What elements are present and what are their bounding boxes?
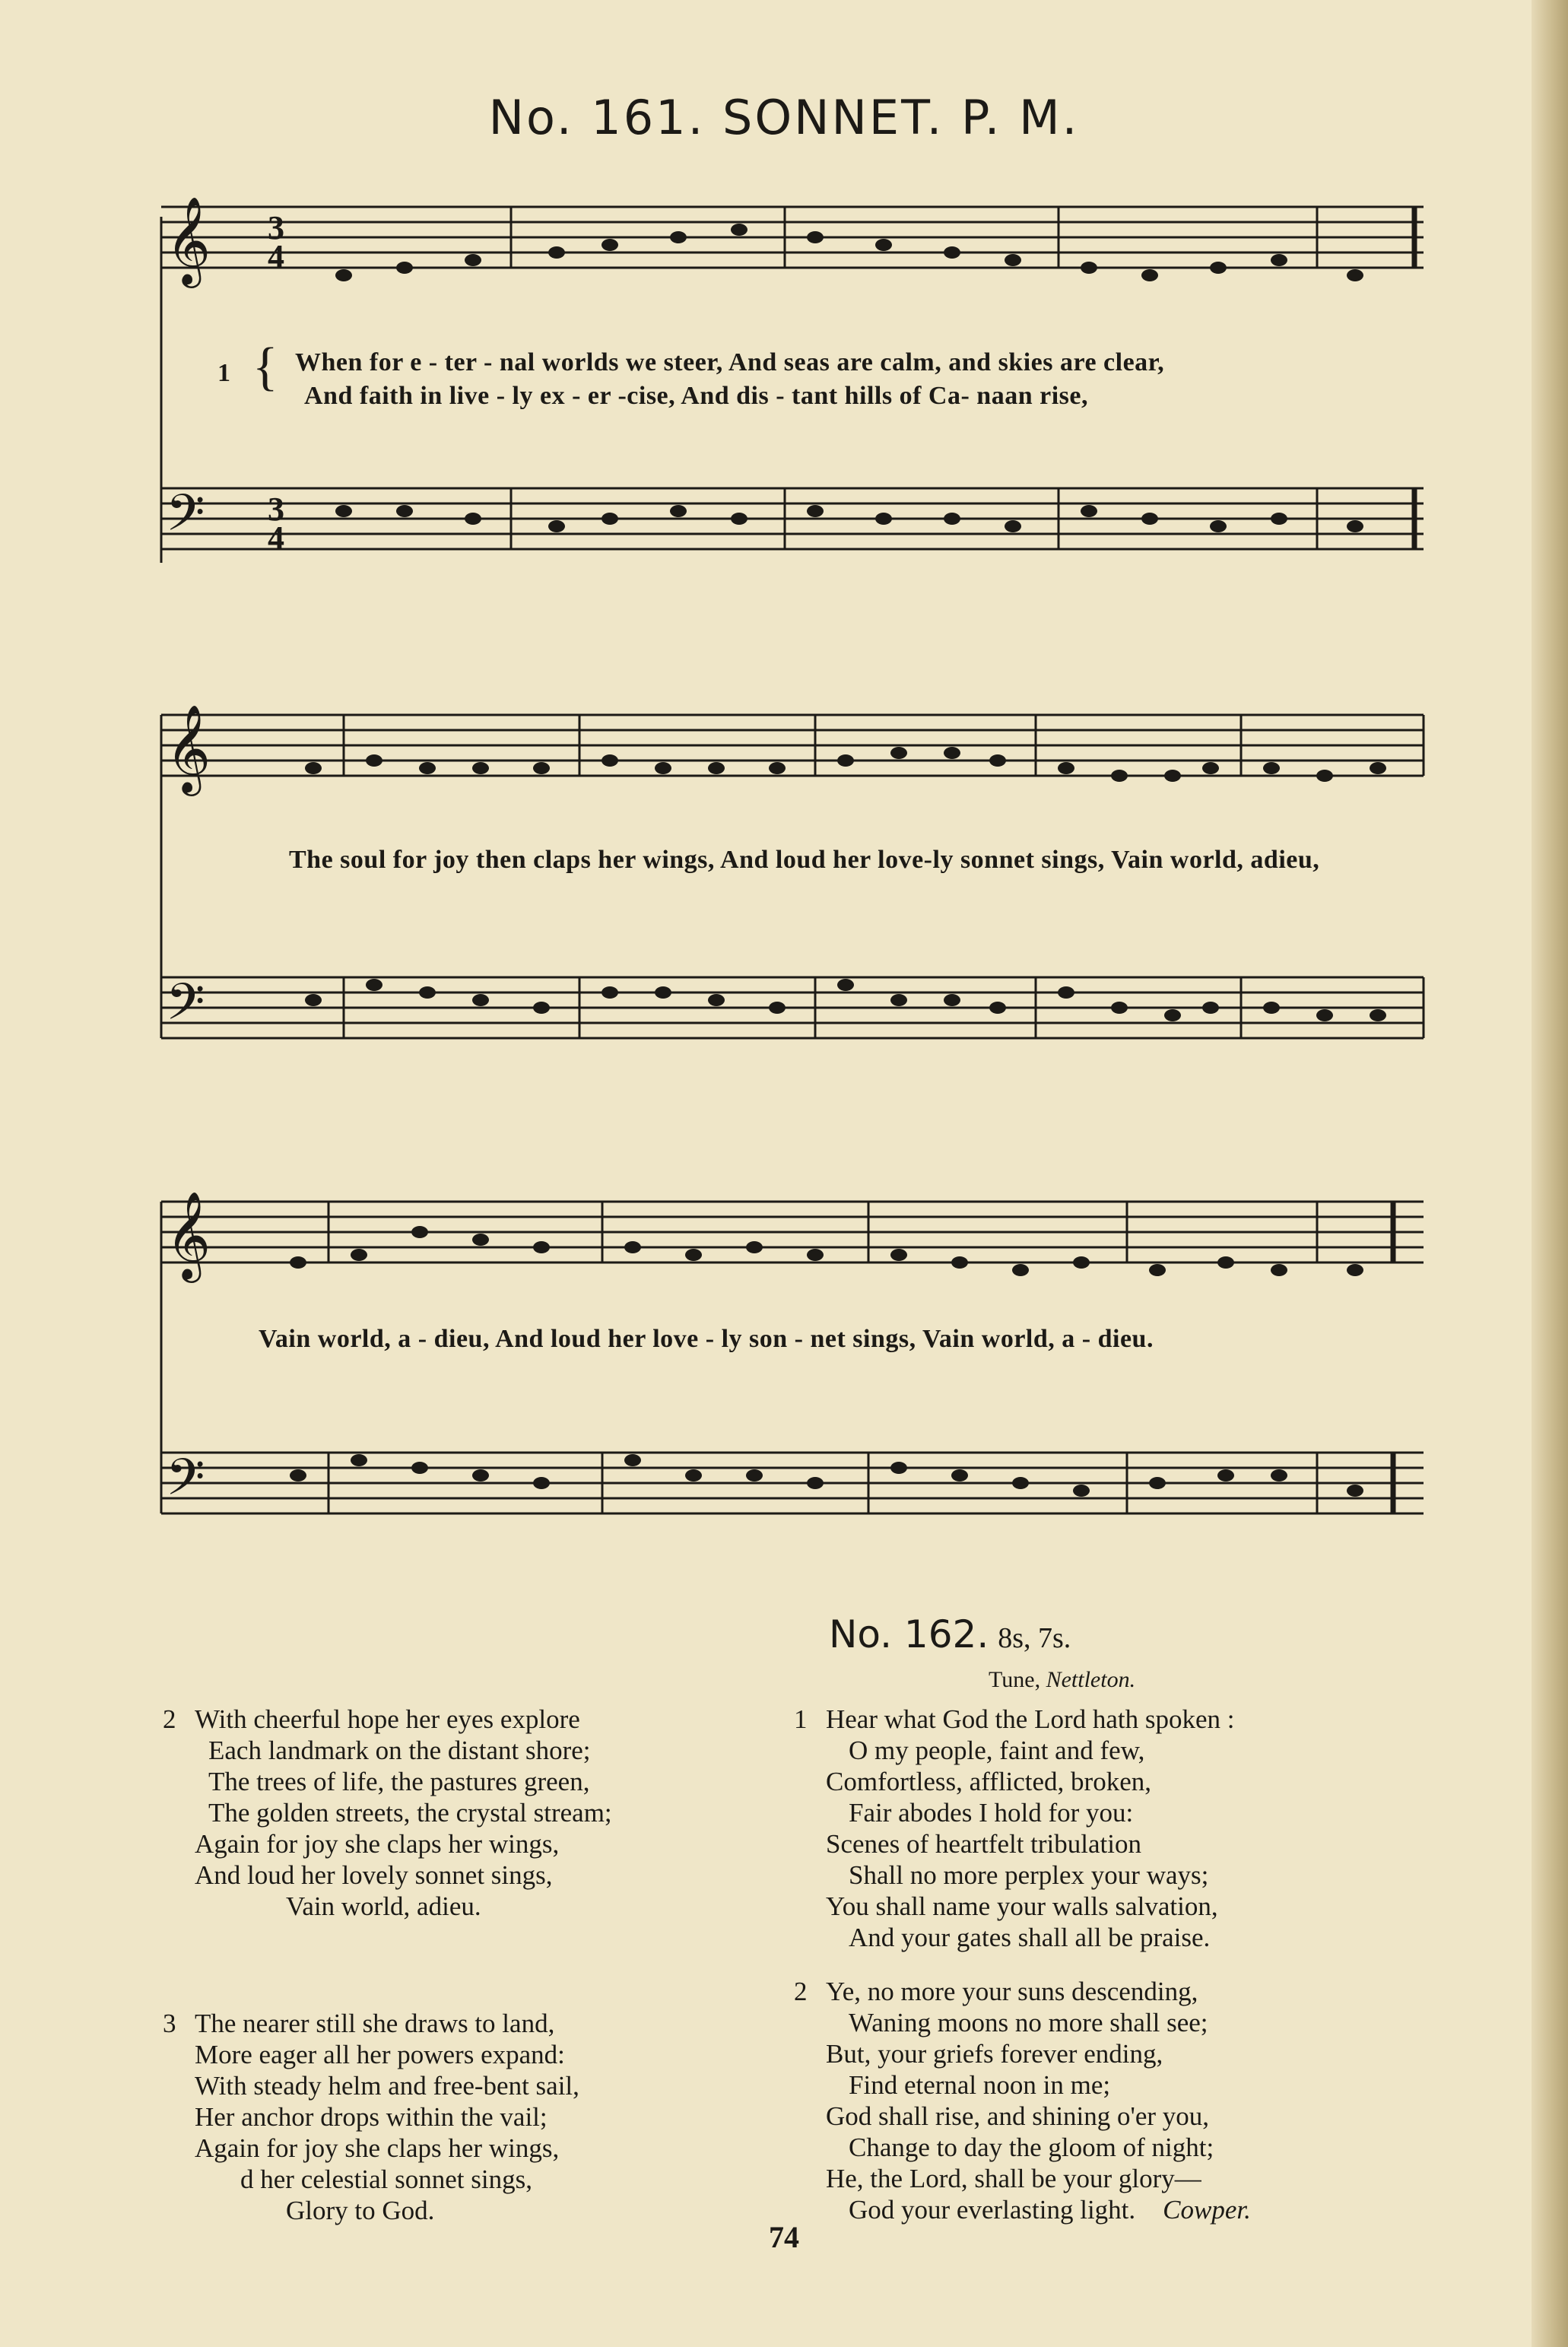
svg-text:3: 3: [268, 491, 284, 528]
page-edge: [1531, 0, 1568, 2347]
tune-label: Tune,: [989, 1667, 1041, 1692]
hymn-161-title: No. 161. SONNET. P. M.: [488, 90, 1080, 145]
stanza-line: The golden streets, the crystal stream;: [208, 1798, 612, 1828]
page-number: 74: [769, 2220, 799, 2254]
hymn-162-heading: [829, 1612, 1071, 1656]
stanza-line: But, your griefs forever ending,: [826, 2039, 1163, 2069]
stanza-line: Waning moons no more shall see;: [849, 2008, 1208, 2037]
staff-group-3: [161, 1156, 1424, 1582]
svg-text:𝄞: 𝄞: [166, 195, 211, 284]
staff-group-1: [161, 183, 1424, 578]
hymn-162-number: No. 162.: [829, 1612, 989, 1656]
hymn-162-stanza-2: [794, 1976, 1251, 2225]
stanza-line: Again for joy she claps her wings,: [195, 1829, 560, 1859]
stanza-number: 3: [163, 2009, 176, 2038]
stanza-line: You shall name your walls salvation,: [826, 1891, 1218, 1921]
hymn-162-stanza-1: [794, 1704, 1235, 1953]
stanza-number: 2: [163, 1704, 176, 1734]
stanza-line: With steady helm and free-bent sail,: [195, 2071, 579, 2101]
stanza-line: He, the Lord, shall be your glory—: [826, 2164, 1201, 2193]
music-system-1: [161, 183, 1424, 578]
stanza-line: God shall rise, and shining o'er you,: [826, 2101, 1210, 2131]
stanza-number: 2: [794, 1977, 808, 2006]
stanza-line: Fair abodes I hold for you:: [849, 1798, 1134, 1828]
stanza-line: More eager all her powers expand:: [195, 2040, 565, 2069]
hymn-161-stanza-3: [163, 2008, 579, 2226]
stanza-line: Comfortless, afflicted, broken,: [826, 1767, 1151, 1796]
stanza-line: Ye, no more your suns descending,: [826, 1977, 1198, 2006]
svg-text:𝄞: 𝄞: [166, 703, 211, 792]
verse-number: 1: [217, 359, 230, 387]
svg-text:4: 4: [268, 238, 284, 275]
stanza-line: Again for joy she claps her wings,: [195, 2133, 560, 2163]
stanza-line: Glory to God.: [286, 2196, 435, 2225]
lyric-line-2: And faith in live - ly ex - er -cise, And dis - tant hills of Ca- naan rise,: [304, 382, 1088, 410]
music-system-2: [161, 684, 1424, 1080]
stanza-line: And loud her lovely sonnet sings,: [195, 1860, 553, 1890]
stanza-line: Vain world, adieu.: [286, 1891, 481, 1921]
tune-name: Nettleton.: [1046, 1667, 1136, 1692]
stanza-line: Each landmark on the distant shore;: [208, 1736, 591, 1765]
stanza-line: Her anchor drops within the vail;: [195, 2102, 548, 2132]
verse-brace: {: [252, 338, 278, 396]
stanza-line: Hear what God the Lord hath spoken :: [826, 1704, 1235, 1734]
stanza-line: Find eternal noon in me;: [849, 2070, 1111, 2100]
stanza-line: Shall no more perplex your ways;: [849, 1860, 1209, 1890]
svg-text:3: 3: [268, 209, 284, 246]
lyric-line-1: When for e - ter - nal worlds we steer, And seas are calm, and skies are clear,: [295, 348, 1165, 376]
stanza-line: Scenes of heartfelt tribulation: [826, 1829, 1141, 1859]
stanza-line: d her celestial sonnet sings,: [240, 2164, 532, 2194]
stanza-line: And your gates shall all be praise.: [849, 1923, 1211, 1952]
stanza-number: 1: [794, 1704, 808, 1734]
stanza-line: O my people, faint and few,: [849, 1736, 1145, 1765]
stanza-line-text: God your everlasting light.: [849, 2195, 1136, 2225]
stanza-line: The nearer still she draws to land,: [195, 2009, 555, 2038]
stanza-line: The trees of life, the pastures green,: [208, 1767, 590, 1796]
svg-text:𝄢: 𝄢: [166, 973, 205, 1043]
svg-text:𝄞: 𝄞: [166, 1190, 211, 1279]
svg-text:𝄢: 𝄢: [166, 484, 205, 554]
stanza-line: Change to day the gloom of night;: [849, 2133, 1214, 2162]
svg-text:𝄢: 𝄢: [166, 1448, 205, 1519]
staff-group-2: [161, 684, 1424, 1080]
hymn-162-meter: 8s, 7s.: [998, 1622, 1071, 1654]
svg-text:4: 4: [268, 519, 284, 557]
stanza-line: With cheerful hope her eyes explore: [195, 1704, 580, 1734]
lyric-line-3: The soul for joy then claps her wings, And loud her love-ly sonnet sings, Vain world, adieu,: [289, 846, 1320, 874]
hymn-161-stanza-2: [163, 1704, 612, 1922]
music-system-3: [161, 1156, 1424, 1582]
lyric-line-4: Vain world, a - dieu, And loud her love - ly son - net sings, Vain world, a - dieu.: [259, 1325, 1154, 1353]
author-attribution: Cowper.: [1163, 2195, 1251, 2225]
tune-line: [989, 1667, 1135, 1693]
